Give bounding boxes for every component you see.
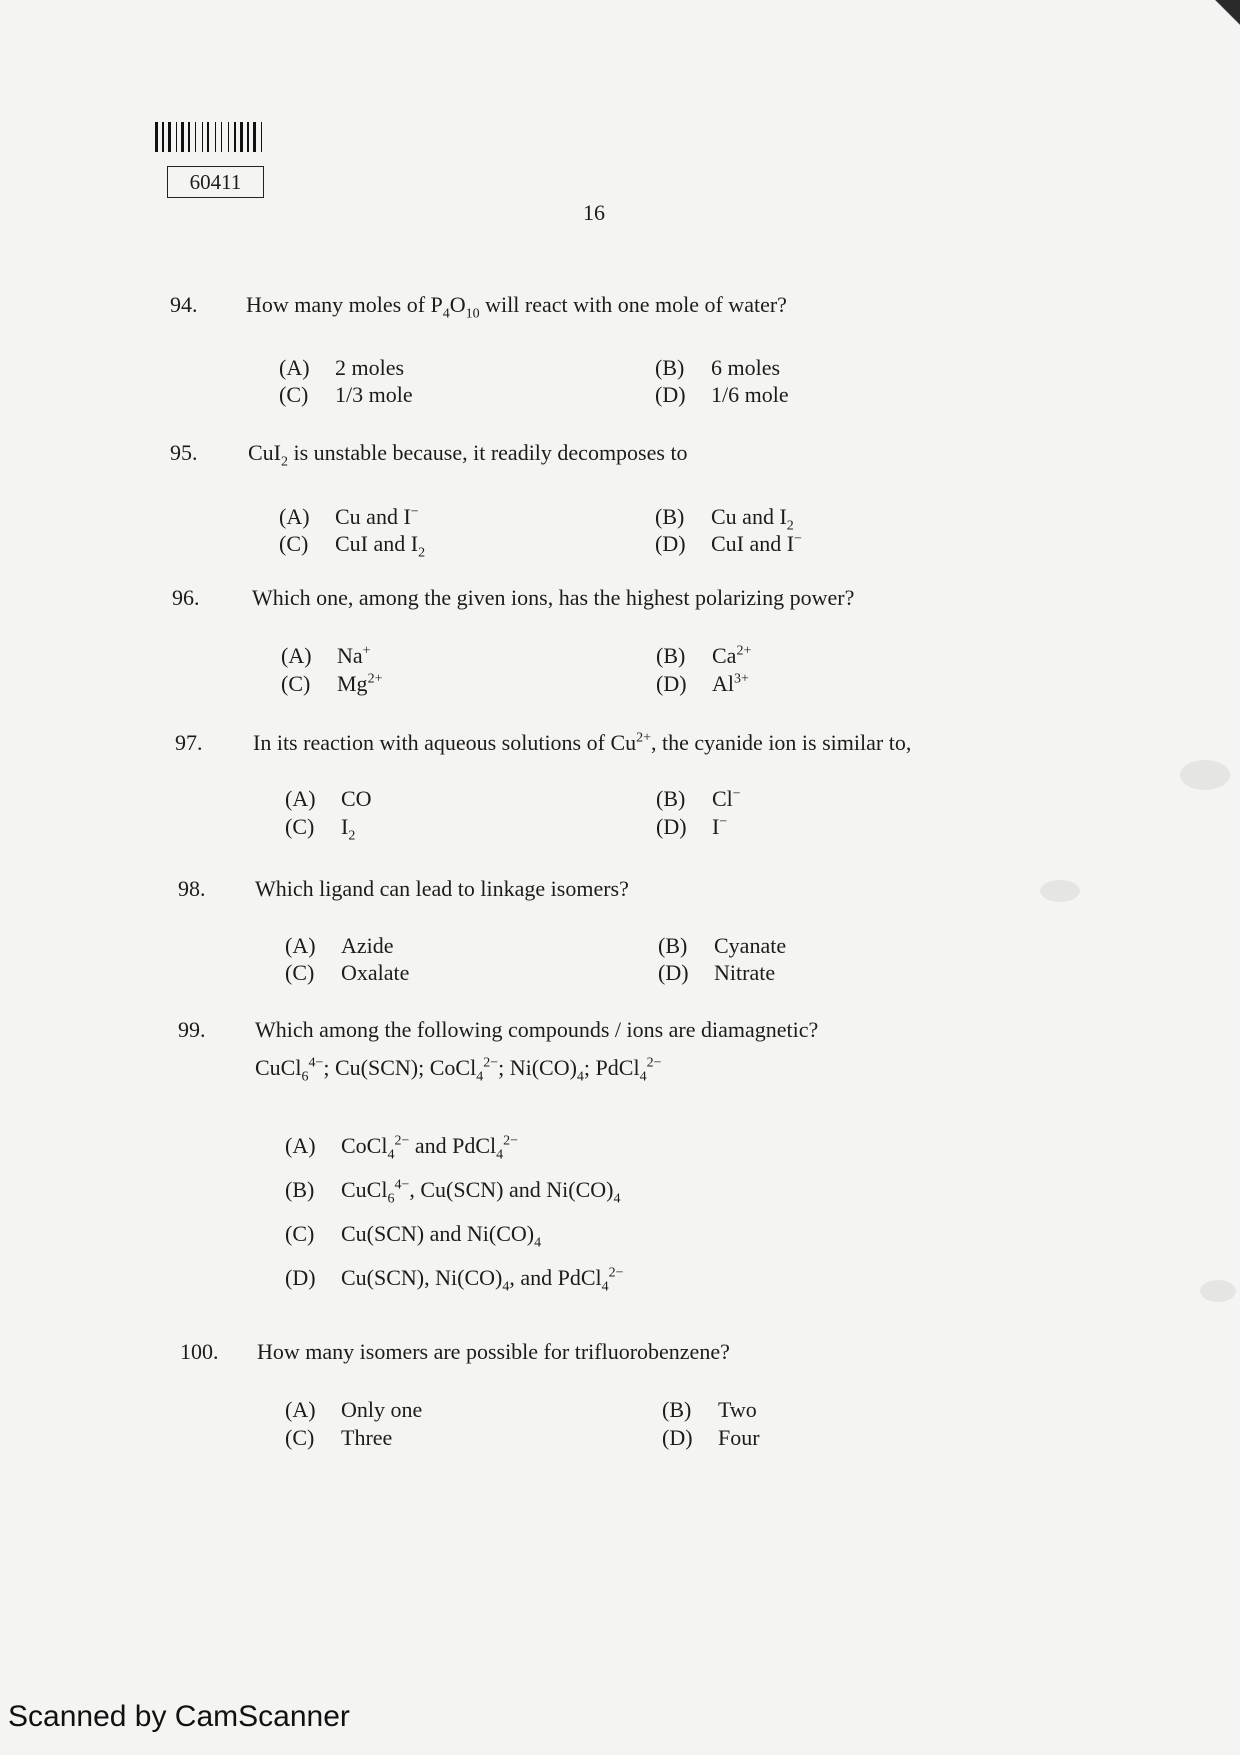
question-text: How many moles of $P_4O_{10}$ will react with one mole of water? [246, 292, 787, 322]
question-text: How many isomers are possible for trifluorobenzene? [257, 1339, 730, 1364]
option-text: Na+ [337, 643, 371, 668]
question-formula-line: CuCl$_6^{4-}$; Cu(SCN); CoCl$_4^{2-}$; $Ni(CO)_4$; PdCl$_4^{2-}$ [255, 1055, 662, 1085]
answer-option [281, 643, 371, 669]
camscanner-watermark: Scanned by CamScanner [8, 1700, 350, 1733]
answer-option [662, 1397, 757, 1423]
option-text: Four [718, 1425, 760, 1450]
scan-smudge [1040, 880, 1080, 902]
question-text: Which among the following compounds / ions are diamagnetic? [255, 1017, 819, 1042]
option-text: $Ca^{2+}$ [712, 643, 752, 668]
answer-option [658, 960, 775, 986]
answer-option [279, 504, 419, 530]
answer-option [285, 1397, 422, 1423]
option-text: Oxalate [341, 960, 410, 985]
answer-option [285, 960, 409, 986]
answer-option [656, 786, 741, 812]
option-text: Cu and $I_2$ [711, 504, 794, 534]
answer-option [285, 814, 355, 844]
option-text: CoCl$_4^{2-}$ and PdCl$_4^{2-}$ [341, 1133, 519, 1163]
option-label: (A) [279, 355, 310, 380]
answer-option [655, 531, 802, 557]
answer-option [656, 643, 751, 669]
option-label: (D) [655, 531, 686, 556]
answer-option [655, 355, 780, 381]
option-label: (C) [281, 671, 311, 696]
question-text: In its reaction with aqueous solutions of $Cu^{2+}$, the cyanide ion is similar to, [253, 730, 912, 755]
answer-option [281, 671, 382, 697]
option-text: CO [341, 786, 372, 811]
page-number: 16 [583, 200, 605, 225]
option-text: Cu(SCN), $Ni(CO)_4$, and PdCl$_4^{2-}$ [341, 1265, 624, 1295]
option-text: $Mg^{2+}$ [337, 671, 383, 696]
option-label: (C) [279, 531, 309, 556]
option-text: $Al^{3+}$ [712, 671, 749, 696]
option-label: (A) [279, 504, 310, 529]
option-text: Cu and I− [335, 504, 419, 529]
answer-option [656, 671, 749, 697]
scan-smudge [1200, 1280, 1236, 1302]
option-label: (B) [655, 504, 685, 529]
answer-option [285, 786, 372, 812]
answer-option [279, 531, 425, 561]
answer-option [285, 1177, 620, 1207]
answer-option [656, 814, 727, 840]
scan-shadow [1200, 0, 1240, 40]
question-number: 100. [180, 1339, 219, 1364]
question-text: CuI$_2$ is unstable because, it readily decomposes to [248, 440, 688, 470]
option-label: (B) [655, 355, 685, 380]
option-text: Cu(SCN) and $Ni(CO)_4$ [341, 1221, 542, 1251]
option-text: 1/6 mole [711, 382, 789, 407]
option-text: Two [718, 1397, 757, 1422]
answer-option [662, 1425, 760, 1451]
answer-option [285, 1425, 392, 1451]
option-label: (A) [285, 1133, 316, 1158]
option-text: Cl− [712, 786, 741, 811]
question-number: 96. [172, 585, 200, 610]
option-text: Three [341, 1425, 393, 1450]
option-label: (D) [656, 671, 687, 696]
option-text: 2 moles [335, 355, 405, 380]
exam-code: 60411 [167, 166, 264, 198]
question-text: Which one, among the given ions, has the highest polarizing power? [252, 585, 855, 610]
option-text: Nitrate [714, 960, 776, 985]
option-label: (D) [655, 382, 686, 407]
barcode-image [155, 122, 325, 152]
option-label: (C) [285, 1221, 315, 1246]
option-text: Only one [341, 1397, 423, 1422]
question-number: 97. [175, 730, 203, 755]
answer-option [279, 382, 413, 408]
option-text: Cyanate [714, 933, 787, 958]
option-text: CuI and I− [711, 531, 802, 556]
answer-option [655, 382, 789, 408]
option-label: (B) [662, 1397, 692, 1422]
answer-option [285, 933, 394, 959]
answer-option [655, 504, 794, 534]
option-label: (B) [285, 1177, 315, 1202]
option-label: (C) [285, 1425, 315, 1450]
option-text: 1/3 mole [335, 382, 413, 407]
option-label: (D) [662, 1425, 693, 1450]
answer-option [279, 355, 404, 381]
option-label: (B) [656, 786, 686, 811]
question-number: 99. [178, 1017, 206, 1042]
option-label: (C) [285, 814, 315, 839]
option-label: (C) [279, 382, 309, 407]
question-text: Which ligand can lead to linkage isomers? [255, 876, 629, 901]
option-label: (A) [285, 786, 316, 811]
option-text: $I_2$ [341, 814, 356, 844]
option-label: (B) [658, 933, 688, 958]
answer-option [658, 933, 786, 959]
option-text: CuCl$_6^{4-}$, Cu(SCN) and $Ni(CO)_4$ [341, 1177, 621, 1207]
option-label: (A) [281, 643, 312, 668]
option-label: (D) [285, 1265, 316, 1290]
option-label: (A) [285, 933, 316, 958]
option-label: (A) [285, 1397, 316, 1422]
option-label: (D) [658, 960, 689, 985]
question-number: 98. [178, 876, 206, 901]
scan-smudge [1180, 760, 1230, 790]
option-text: Azide [341, 933, 394, 958]
question-number: 95. [170, 440, 198, 465]
answer-option [285, 1221, 541, 1251]
option-text: I− [712, 814, 728, 839]
option-label: (C) [285, 960, 315, 985]
option-label: (B) [656, 643, 686, 668]
option-text: 6 moles [711, 355, 781, 380]
answer-option [285, 1133, 518, 1163]
answer-option [285, 1265, 624, 1295]
question-number: 94. [170, 292, 198, 317]
option-label: (D) [656, 814, 687, 839]
option-text: CuI and $I_2$ [335, 531, 426, 561]
